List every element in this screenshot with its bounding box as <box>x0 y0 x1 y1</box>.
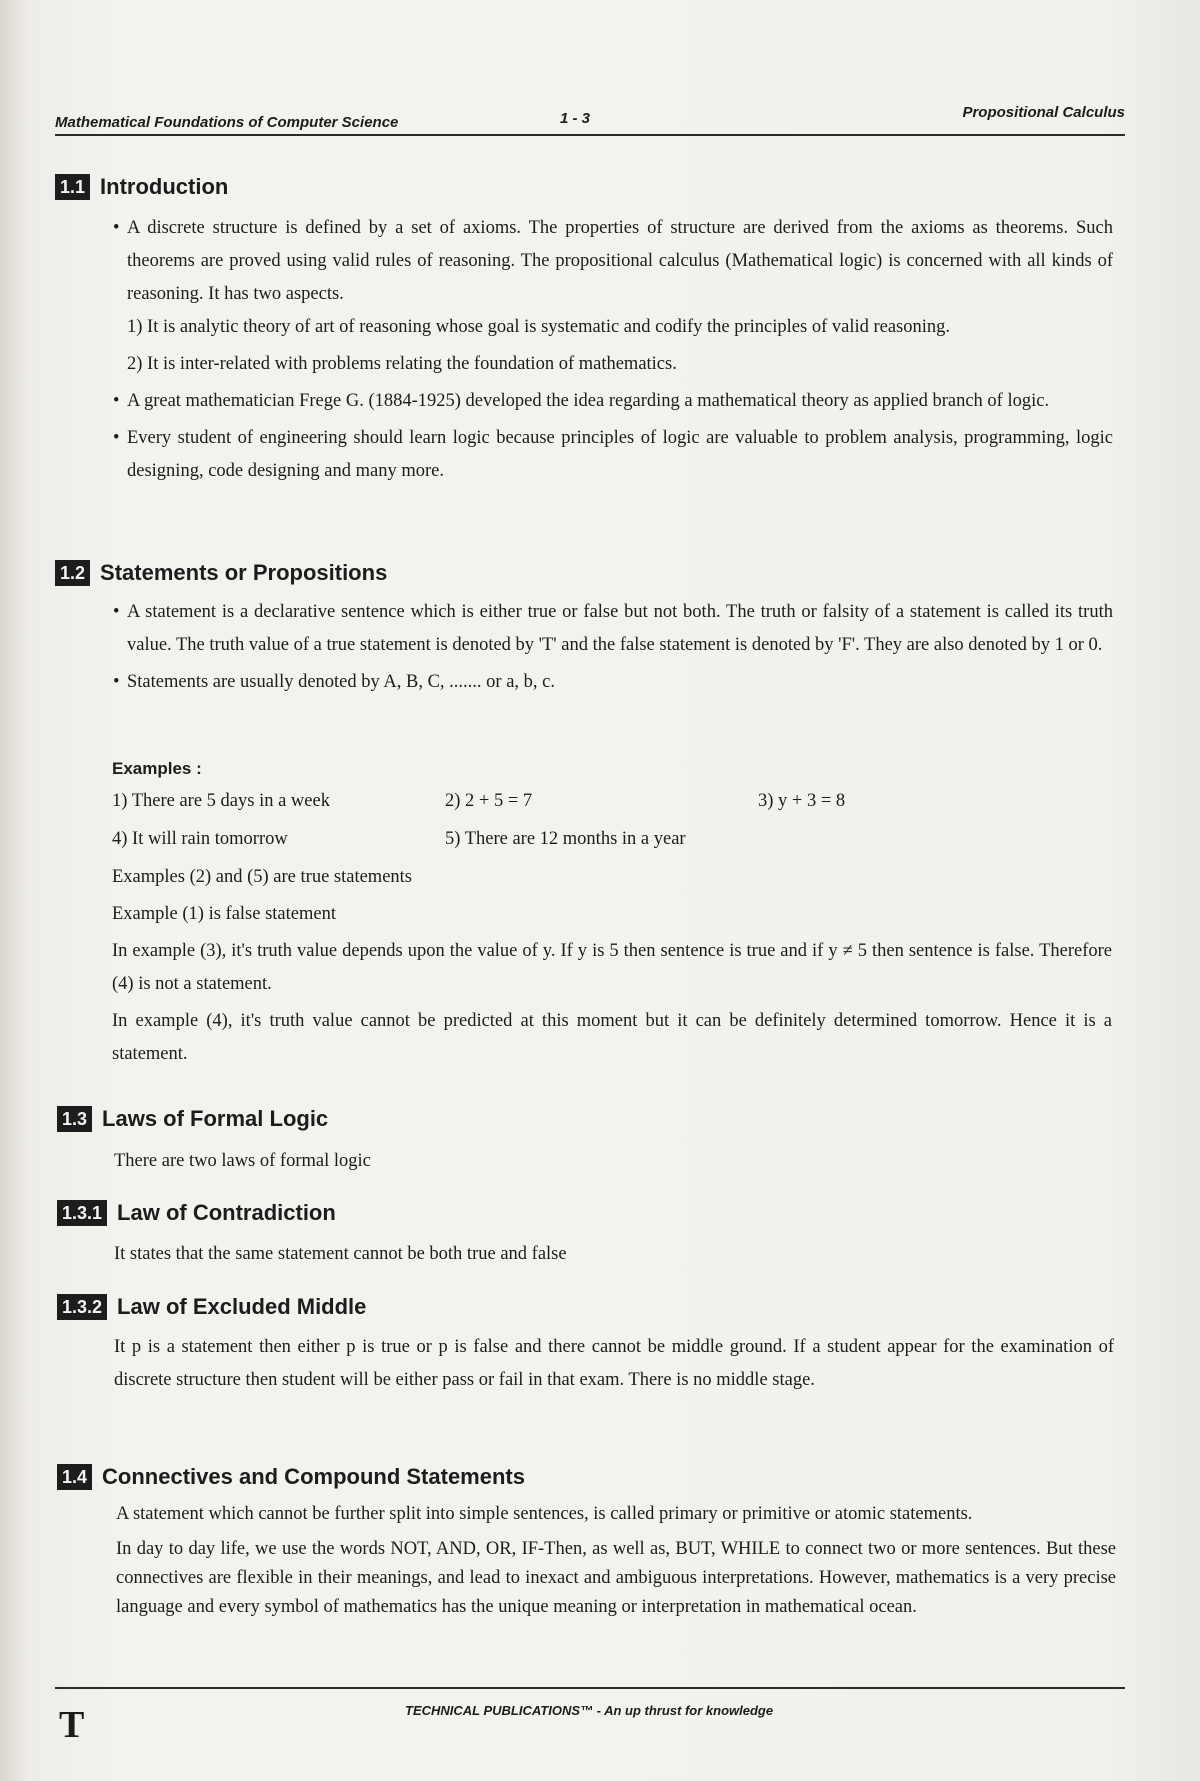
section-number: 1.2 <box>55 560 90 586</box>
example-1: 1) There are 5 days in a week <box>112 791 330 811</box>
section-title: Statements or Propositions <box>100 560 388 585</box>
list-item: • A discrete structure is defined by a set of axioms. The properties of structure are derived from the axioms as theorems. Such theorems are proved using valid rules of reasoning. The propositional calculus (Mathematical logic) is concerned with all kinds of reasoning. It has two aspects. <box>113 218 1113 304</box>
section-title: Connectives and Compound Statements <box>102 1464 525 1489</box>
list-item: • Every student of engineering should learn logic because principles of logic are valuable to problem analysis, programming, logic designing, code designing and many more. <box>113 428 1113 481</box>
example-5: 5) There are 12 months in a year <box>445 829 686 849</box>
example-2: 2) 2 + 5 = 7 <box>445 791 533 811</box>
statements-body <box>113 596 1113 699</box>
page-footer <box>55 1687 1125 1746</box>
example-explanation: In example (3), it's truth value depends upon the value of y. If y is 5 then sentence is true and if y ≠ 5 then sentence is false. Therefore (4) is not a statement. <box>112 941 1112 994</box>
connectives-body <box>116 1500 1116 1622</box>
page-header <box>55 100 1125 136</box>
section-heading-introduction <box>55 174 228 200</box>
example-note: Examples (2) and (5) are true statements <box>112 867 412 887</box>
excluded-middle-body: It p is a statement then either p is true or p is false and there cannot be middle ground. If a student appear for the examination of discrete structure then student will be either pass or fail in that exam. There is no middle stage. <box>114 1337 1114 1390</box>
section-heading-contradiction <box>57 1200 336 1226</box>
section-heading-statements <box>55 560 387 586</box>
example-3: 3) y + 3 = 8 <box>758 791 846 811</box>
list-item: • A statement is a declarative sentence which is either true or false but not both. The truth or falsity of a statement is called its truth value. The truth value of a true statement is denoted by 'T' and the false statement is denoted by 'F'. They are also denoted by 1 or 0. <box>113 602 1113 655</box>
section-title: Law of Excluded Middle <box>117 1294 367 1319</box>
section-number: 1.4 <box>57 1464 92 1490</box>
numbered-item: 1) It is analytic theory of art of reasoning whose goal is systematic and codify the principles of valid reasoning. <box>127 317 951 337</box>
book-title: Mathematical Foundations of Computer Science <box>55 114 399 131</box>
section-number: 1.1 <box>55 174 90 200</box>
example-explanation: In example (4), it's truth value cannot be predicted at this moment but it can be definitely determined tomorrow. Hence it is a statement. <box>112 1011 1112 1064</box>
paragraph: In day to day life, we use the words NOT, AND, OR, IF-Then, as well as, BUT, WHILE to connect two or more sentences. But these connectives are flexible in their meanings, and lead to inexact and ambiguous interpretations. However, mathematics is a very precise language and every symbol of mathematics has the unique meaning or interpretation in mathematical ocean. <box>116 1539 1116 1617</box>
examples-label: Examples : <box>112 759 202 778</box>
laws-body: There are two laws of formal logic <box>114 1151 371 1171</box>
example-note: Example (1) is false statement <box>112 904 336 924</box>
examples-block <box>112 752 1112 1071</box>
contradiction-body: It states that the same statement cannot be both true and false <box>114 1244 567 1264</box>
list-item: • A great mathematician Frege G. (1884-1925) developed the idea regarding a mathematical theory as applied branch of logic. <box>113 391 1050 411</box>
examples-row-2 <box>112 823 1112 861</box>
chapter-title: Propositional Calculus <box>962 104 1125 121</box>
publisher-logo: T <box>59 1704 85 1746</box>
publisher-tagline: TECHNICAL PUBLICATIONS™ - An up thrust for knowledge <box>405 1703 774 1718</box>
paragraph: A statement which cannot be further split into simple sentences, is called primary or primitive or atomic statements. <box>116 1504 973 1524</box>
examples-row-1 <box>112 785 1112 823</box>
example-4: 4) It will rain tomorrow <box>112 829 288 849</box>
section-heading-laws <box>57 1106 328 1132</box>
section-heading-excluded-middle <box>57 1294 366 1320</box>
section-title: Introduction <box>100 174 229 199</box>
page-number: 1 - 3 <box>560 110 591 127</box>
section-title: Laws of Formal Logic <box>102 1106 329 1131</box>
section-heading-connectives <box>57 1464 525 1490</box>
section-number: 1.3.1 <box>57 1200 107 1226</box>
numbered-item: 2) It is inter-related with problems relating the foundation of mathematics. <box>127 354 677 374</box>
section-title: Law of Contradiction <box>117 1200 336 1225</box>
introduction-body <box>113 212 1113 488</box>
section-number: 1.3 <box>57 1106 92 1132</box>
list-item: • Statements are usually denoted by A, B, C, ....... or a, b, c. <box>113 672 555 692</box>
section-number: 1.3.2 <box>57 1294 107 1320</box>
